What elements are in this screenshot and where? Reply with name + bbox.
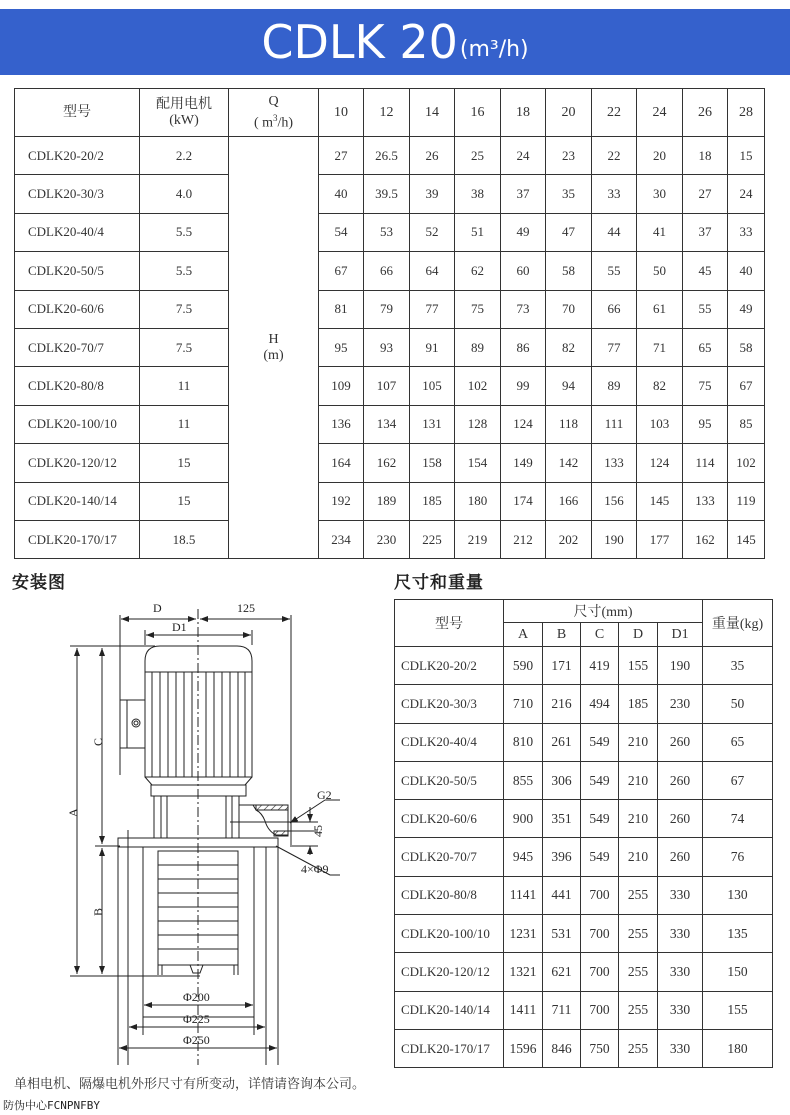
weight-cell: 65 <box>703 723 773 761</box>
terminal-screw <box>132 719 140 727</box>
flow-value: 16 <box>455 89 501 137</box>
dim-header-weight: 重量(kg) <box>703 600 773 647</box>
head-value-cell: 109 <box>319 367 364 405</box>
head-value-cell: 102 <box>455 367 501 405</box>
head-value-cell: 35 <box>546 175 592 213</box>
motor-kw-cell: 11 <box>140 367 229 405</box>
dim-B-cell: 306 <box>543 761 581 799</box>
model-cell: CDLK20-60/6 <box>395 800 504 838</box>
model-cell: CDLK20-20/2 <box>15 137 140 175</box>
head-value-cell: 54 <box>319 213 364 251</box>
head-value-cell: 70 <box>546 290 592 328</box>
label-B: B <box>91 907 105 916</box>
head-value-cell: 128 <box>455 405 501 443</box>
head-value-cell: 119 <box>728 482 765 520</box>
head-value-cell: 99 <box>501 367 546 405</box>
banner-title: CDLK 20 <box>261 15 458 69</box>
dim-D1-cell: 230 <box>658 685 703 723</box>
table-row <box>15 367 765 405</box>
dim-col-B: B <box>543 623 581 647</box>
dim-D1-cell: 260 <box>658 838 703 876</box>
head-value-cell: 25 <box>455 137 501 175</box>
model-cell: CDLK20-30/3 <box>15 175 140 213</box>
weight-cell: 180 <box>703 1029 773 1067</box>
head-value-cell: 142 <box>546 444 592 482</box>
dim-B-cell: 171 <box>543 647 581 685</box>
head-value-cell: 45 <box>683 252 728 290</box>
table-row <box>15 175 765 213</box>
head-value-cell: 71 <box>637 328 683 366</box>
head-value-cell: 27 <box>319 137 364 175</box>
motor-kw-cell: 7.5 <box>140 328 229 366</box>
label-phi250: Φ250 <box>183 1033 210 1047</box>
motor-kw-cell: 18.5 <box>140 520 229 558</box>
table-row <box>15 290 765 328</box>
label-D1: D1 <box>172 620 187 634</box>
pump-drawing-svg <box>40 595 340 1065</box>
head-value-cell: 149 <box>501 444 546 482</box>
dim-A-cell: 1596 <box>504 1029 543 1067</box>
model-cell: CDLK20-70/7 <box>15 328 140 366</box>
head-value-cell: 77 <box>410 290 455 328</box>
head-value-cell: 52 <box>410 213 455 251</box>
dim-A-cell: 900 <box>504 800 543 838</box>
head-value-cell: 40 <box>728 252 765 290</box>
head-value-cell: 30 <box>637 175 683 213</box>
model-cell: CDLK20-40/4 <box>395 723 504 761</box>
head-value-cell: 55 <box>683 290 728 328</box>
dim-B-cell: 261 <box>543 723 581 761</box>
dim-D-cell: 255 <box>619 876 658 914</box>
head-value-cell: 27 <box>683 175 728 213</box>
head-value-cell: 114 <box>683 444 728 482</box>
dim-D-cell: 155 <box>619 647 658 685</box>
head-value-cell: 75 <box>683 367 728 405</box>
head-value-cell: 26.5 <box>364 137 410 175</box>
table-row <box>15 444 765 482</box>
head-value-cell: 93 <box>364 328 410 366</box>
dim-D1-cell: 330 <box>658 876 703 914</box>
head-value-cell: 40 <box>319 175 364 213</box>
dim-A-cell: 1321 <box>504 953 543 991</box>
dimensions-header-row <box>395 600 773 623</box>
head-value-cell: 230 <box>364 520 410 558</box>
head-value-cell: 24 <box>501 137 546 175</box>
head-value-cell: 111 <box>592 405 637 443</box>
weight-cell: 67 <box>703 761 773 799</box>
dim-D1-cell: 190 <box>658 647 703 685</box>
motor-kw-cell: 5.5 <box>140 213 229 251</box>
head-value-cell: 86 <box>501 328 546 366</box>
motor-kw-cell: 5.5 <box>140 252 229 290</box>
performance-header-row <box>15 89 765 137</box>
head-unit: (m) <box>263 347 284 363</box>
table-row <box>395 876 773 914</box>
header-flow: Q ( $m^3/h$) <box>229 89 319 137</box>
head-value-cell: 82 <box>546 328 592 366</box>
head-value-cell: 225 <box>410 520 455 558</box>
dim-D1-cell: 260 <box>658 761 703 799</box>
dim-A-cell: 710 <box>504 685 543 723</box>
head-value-cell: 190 <box>592 520 637 558</box>
table-row <box>15 328 765 366</box>
model-cell: CDLK20-100/10 <box>15 405 140 443</box>
head-value-cell: 131 <box>410 405 455 443</box>
head-value-cell: 177 <box>637 520 683 558</box>
footnote: 单相电机、隔爆电机外形尺寸有所变动，详情请咨询本公司。 <box>14 1077 366 1092</box>
dim-C-cell: 700 <box>581 991 619 1029</box>
dim-D-cell: 255 <box>619 915 658 953</box>
head-value-cell: 37 <box>501 175 546 213</box>
label-G2: G2 <box>317 788 332 802</box>
flow-value: 20 <box>546 89 592 137</box>
header-motor: 配用电机 (kW) <box>140 89 229 137</box>
performance-table <box>14 88 765 559</box>
head-value-cell: 15 <box>728 137 765 175</box>
flow-value: 12 <box>364 89 410 137</box>
table-row <box>395 838 773 876</box>
banner-unit: (m³/h) <box>459 36 529 62</box>
weight-cell: 35 <box>703 647 773 685</box>
weight-cell: 150 <box>703 953 773 991</box>
head-value-cell: 67 <box>728 367 765 405</box>
head-value-cell: 89 <box>455 328 501 366</box>
head-value-cell: 134 <box>364 405 410 443</box>
head-value-cell: 62 <box>455 252 501 290</box>
weight-cell: 76 <box>703 838 773 876</box>
dim-B-cell: 441 <box>543 876 581 914</box>
head-value-cell: 67 <box>319 252 364 290</box>
dim-col-A: A <box>504 623 543 647</box>
model-cell: CDLK20-60/6 <box>15 290 140 328</box>
table-row <box>15 137 765 175</box>
dim-C-cell: 419 <box>581 647 619 685</box>
head-value-cell: 77 <box>592 328 637 366</box>
weight-cell: 130 <box>703 876 773 914</box>
flow-value: 10 <box>319 89 364 137</box>
dim-B-cell: 621 <box>543 953 581 991</box>
flow-value: 28 <box>728 89 765 137</box>
flow-value: 22 <box>592 89 637 137</box>
head-value-cell: 18 <box>683 137 728 175</box>
dim-A-cell: 1231 <box>504 915 543 953</box>
dim-D-cell: 185 <box>619 685 658 723</box>
dim-col-C: C <box>581 623 619 647</box>
leader-G2 <box>290 800 325 823</box>
dimensions-title: 尺寸和重量 <box>394 573 484 593</box>
table-row <box>395 953 773 991</box>
dim-header-model: 型号 <box>395 600 504 647</box>
head-value-cell: 234 <box>319 520 364 558</box>
head-value-cell: 58 <box>728 328 765 366</box>
dim-col-D1: D1 <box>658 623 703 647</box>
dimensions-table <box>394 599 773 1068</box>
head-value-cell: 95 <box>319 328 364 366</box>
dim-D-cell: 255 <box>619 991 658 1029</box>
label-45: 45 <box>311 825 325 837</box>
head-value-cell: 65 <box>683 328 728 366</box>
head-value-cell: 156 <box>592 482 637 520</box>
flow-value: 24 <box>637 89 683 137</box>
dim-B-cell: 711 <box>543 991 581 1029</box>
weight-cell: 135 <box>703 915 773 953</box>
table-row <box>15 213 765 251</box>
weight-cell: 74 <box>703 800 773 838</box>
head-label: H <box>268 331 279 347</box>
dim-D1-cell: 260 <box>658 723 703 761</box>
installation-title: 安装图 <box>12 573 66 593</box>
head-value-cell: 79 <box>364 290 410 328</box>
model-cell: CDLK20-170/17 <box>395 1029 504 1067</box>
dim-A-cell: 1141 <box>504 876 543 914</box>
model-cell: CDLK20-40/4 <box>15 213 140 251</box>
model-cell: CDLK20-170/17 <box>15 520 140 558</box>
dim-A-cell: 945 <box>504 838 543 876</box>
head-value-cell: 61 <box>637 290 683 328</box>
model-cell: CDLK20-30/3 <box>395 685 504 723</box>
head-value-cell: 33 <box>728 213 765 251</box>
model-cell: CDLK20-20/2 <box>395 647 504 685</box>
model-cell: CDLK20-140/14 <box>395 991 504 1029</box>
head-value-cell: 91 <box>410 328 455 366</box>
dim-B-cell: 846 <box>543 1029 581 1067</box>
dim-D-cell: 210 <box>619 723 658 761</box>
dim-C-cell: 700 <box>581 876 619 914</box>
dim-col-D: D <box>619 623 658 647</box>
head-value-cell: 107 <box>364 367 410 405</box>
dim-A-cell: 855 <box>504 761 543 799</box>
head-value-cell: 124 <box>501 405 546 443</box>
head-value-cell: 73 <box>501 290 546 328</box>
head-value-cell: 180 <box>455 482 501 520</box>
dim-D1-cell: 330 <box>658 953 703 991</box>
dim-B-cell: 351 <box>543 800 581 838</box>
head-value-cell: 185 <box>410 482 455 520</box>
dim-C-cell: 549 <box>581 761 619 799</box>
model-cell: CDLK20-80/8 <box>395 876 504 914</box>
flow-value: 14 <box>410 89 455 137</box>
label-125: 125 <box>237 601 255 615</box>
head-value-cell: 158 <box>410 444 455 482</box>
head-value-cell: 89 <box>592 367 637 405</box>
head-value-cell: 75 <box>455 290 501 328</box>
dim-C-cell: 700 <box>581 915 619 953</box>
head-value-cell: 189 <box>364 482 410 520</box>
dim-A-cell: 590 <box>504 647 543 685</box>
head-value-cell: 23 <box>546 137 592 175</box>
table-row <box>395 1029 773 1067</box>
head-label-cell <box>229 137 319 559</box>
header-model: 型号 <box>15 89 140 137</box>
dim-D-cell: 210 <box>619 838 658 876</box>
head-value-cell: 145 <box>728 520 765 558</box>
dim-D1-cell: 330 <box>658 1029 703 1067</box>
flow-value: 26 <box>683 89 728 137</box>
head-value-cell: 55 <box>592 252 637 290</box>
head-value-cell: 53 <box>364 213 410 251</box>
motor-kw-cell: 15 <box>140 444 229 482</box>
head-value-cell: 166 <box>546 482 592 520</box>
table-row <box>395 915 773 953</box>
dim-C-cell: 549 <box>581 723 619 761</box>
dim-B-cell: 531 <box>543 915 581 953</box>
weight-cell: 50 <box>703 685 773 723</box>
dim-B-cell: 216 <box>543 685 581 723</box>
head-value-cell: 38 <box>455 175 501 213</box>
motor-kw-cell: 11 <box>140 405 229 443</box>
dim-A-cell: 1411 <box>504 991 543 1029</box>
table-row <box>15 252 765 290</box>
head-value-cell: 124 <box>637 444 683 482</box>
head-value-cell: 82 <box>637 367 683 405</box>
head-value-cell: 22 <box>592 137 637 175</box>
head-value-cell: 105 <box>410 367 455 405</box>
dim-A-cell: 810 <box>504 723 543 761</box>
weight-cell: 155 <box>703 991 773 1029</box>
dim-C-cell: 494 <box>581 685 619 723</box>
dim-C-cell: 549 <box>581 838 619 876</box>
motor-kw-cell: 15 <box>140 482 229 520</box>
label-A: A <box>66 808 80 817</box>
table-row <box>395 647 773 685</box>
head-value-cell: 103 <box>637 405 683 443</box>
label-D: D <box>153 601 162 615</box>
table-row <box>395 991 773 1029</box>
head-value-cell: 49 <box>501 213 546 251</box>
model-cell: CDLK20-50/5 <box>395 761 504 799</box>
dim-header-size: 尺寸(mm) <box>504 600 703 623</box>
head-value-cell: 219 <box>455 520 501 558</box>
head-value-cell: 51 <box>455 213 501 251</box>
label-phi225: Φ225 <box>183 1012 210 1026</box>
head-value-cell: 66 <box>364 252 410 290</box>
head-value-cell: 212 <box>501 520 546 558</box>
head-value-cell: 202 <box>546 520 592 558</box>
dim-B-cell: 396 <box>543 838 581 876</box>
label-C: C <box>91 737 105 746</box>
model-cell: CDLK20-70/7 <box>395 838 504 876</box>
dim-C-cell: 750 <box>581 1029 619 1067</box>
installation-drawing <box>40 595 340 1065</box>
head-value-cell: 41 <box>637 213 683 251</box>
table-row <box>395 800 773 838</box>
head-value-cell: 192 <box>319 482 364 520</box>
head-value-cell: 95 <box>683 405 728 443</box>
head-value-cell: 145 <box>637 482 683 520</box>
head-value-cell: 44 <box>592 213 637 251</box>
table-row <box>15 405 765 443</box>
head-value-cell: 39 <box>410 175 455 213</box>
head-value-cell: 20 <box>637 137 683 175</box>
anti-counterfeit-mark: 防伪中心FCNPNFBY <box>3 1099 100 1112</box>
model-cell: CDLK20-140/14 <box>15 482 140 520</box>
dim-D1-cell: 260 <box>658 800 703 838</box>
dim-D1-cell: 330 <box>658 991 703 1029</box>
head-value-cell: 26 <box>410 137 455 175</box>
head-value-cell: 24 <box>728 175 765 213</box>
title-banner <box>0 9 790 75</box>
table-row <box>395 685 773 723</box>
table-row <box>395 723 773 761</box>
dim-D-cell: 210 <box>619 761 658 799</box>
model-cell: CDLK20-50/5 <box>15 252 140 290</box>
head-value-cell: 94 <box>546 367 592 405</box>
head-value-cell: 49 <box>728 290 765 328</box>
dim-D-cell: 255 <box>619 1029 658 1067</box>
head-value-cell: 133 <box>592 444 637 482</box>
dim-D1-cell: 330 <box>658 915 703 953</box>
head-value-cell: 66 <box>592 290 637 328</box>
head-value-cell: 47 <box>546 213 592 251</box>
head-value-cell: 133 <box>683 482 728 520</box>
head-value-cell: 154 <box>455 444 501 482</box>
head-value-cell: 162 <box>683 520 728 558</box>
motor-kw-cell: 4.0 <box>140 175 229 213</box>
flow-value: 18 <box>501 89 546 137</box>
model-cell: CDLK20-120/12 <box>15 444 140 482</box>
motor-kw-cell: 2.2 <box>140 137 229 175</box>
head-value-cell: 64 <box>410 252 455 290</box>
head-value-cell: 81 <box>319 290 364 328</box>
head-value-cell: 102 <box>728 444 765 482</box>
table-row <box>15 520 765 558</box>
dim-C-cell: 700 <box>581 953 619 991</box>
head-value-cell: 58 <box>546 252 592 290</box>
head-value-cell: 118 <box>546 405 592 443</box>
head-value-cell: 162 <box>364 444 410 482</box>
terminal-box <box>127 700 145 748</box>
dim-D-cell: 210 <box>619 800 658 838</box>
dim-D-cell: 255 <box>619 953 658 991</box>
head-value-cell: 39.5 <box>364 175 410 213</box>
head-value-cell: 85 <box>728 405 765 443</box>
head-value-cell: 50 <box>637 252 683 290</box>
model-cell: CDLK20-100/10 <box>395 915 504 953</box>
table-row <box>15 482 765 520</box>
dim-C-cell: 549 <box>581 800 619 838</box>
head-value-cell: 136 <box>319 405 364 443</box>
head-value-cell: 33 <box>592 175 637 213</box>
head-value-cell: 37 <box>683 213 728 251</box>
head-value-cell: 174 <box>501 482 546 520</box>
head-value-cell: 164 <box>319 444 364 482</box>
model-cell: CDLK20-80/8 <box>15 367 140 405</box>
model-cell: CDLK20-120/12 <box>395 953 504 991</box>
head-value-cell: 60 <box>501 252 546 290</box>
motor-kw-cell: 7.5 <box>140 290 229 328</box>
label-phi200: Φ200 <box>183 990 210 1004</box>
label-holes: 4×Φ9 <box>301 862 329 876</box>
table-row <box>395 761 773 799</box>
